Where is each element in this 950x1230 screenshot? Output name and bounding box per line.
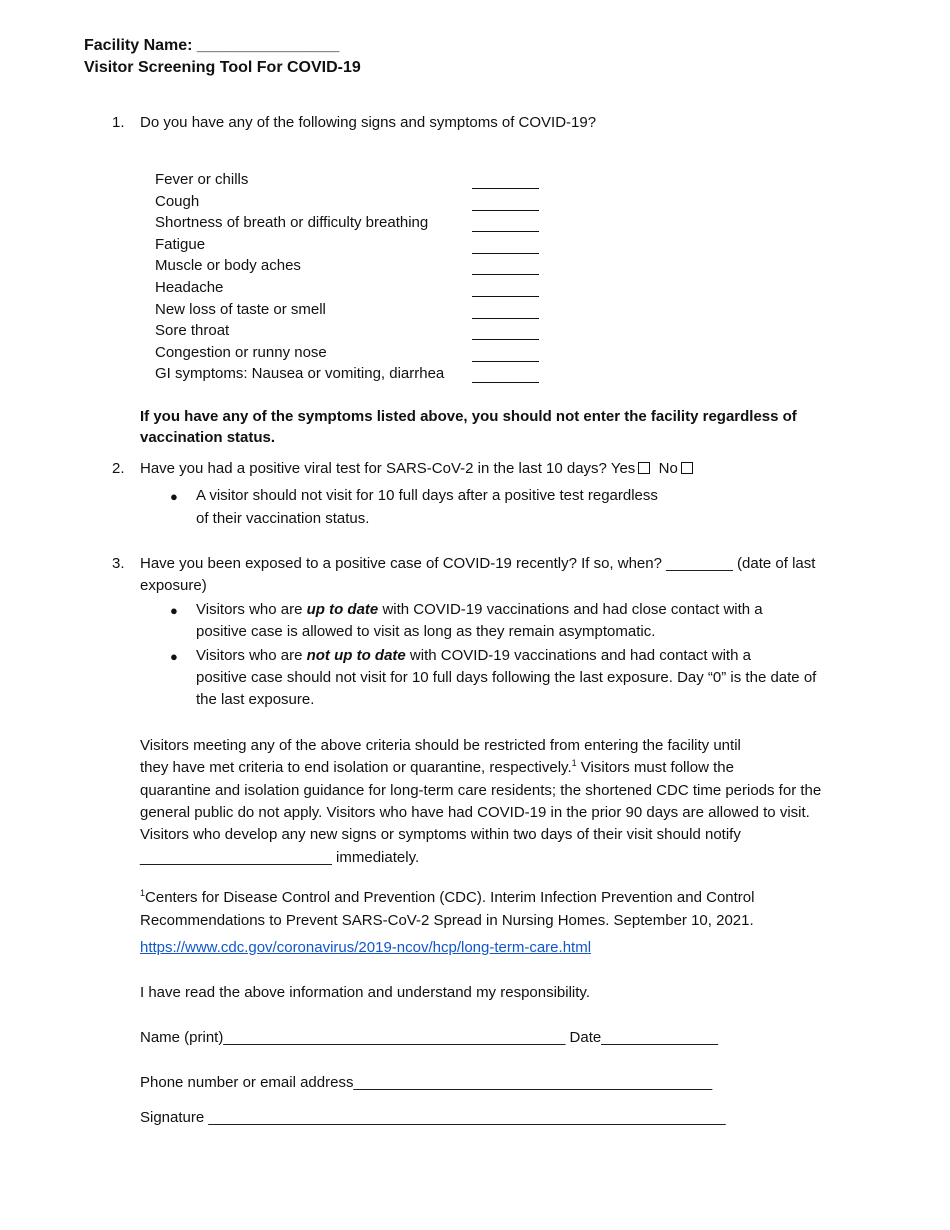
- symptom-answer-blank[interactable]: [472, 361, 539, 362]
- symptom-row: [155, 320, 555, 342]
- criteria-line-4: general public do not apply. Visitors who have had COVID-19 in the prior 90 days are allowed to visit.: [140, 804, 810, 821]
- symptom-answer-blank[interactable]: [472, 339, 539, 340]
- criteria-line-5: Visitors who develop any new signs or symptoms within two days of their visit should notify: [140, 826, 741, 843]
- criteria-line-3: quarantine and isolation guidance for long-term care residents; the shortened CDC time periods for the: [140, 782, 822, 799]
- symptom-answer-blank[interactable]: [472, 318, 539, 319]
- symptom-label: Congestion or runny nose: [155, 343, 327, 361]
- signature-field[interactable]: Signature ______________________________________________________________: [140, 1109, 726, 1126]
- symptom-answer-blank[interactable]: [472, 274, 539, 275]
- criteria-line-1: Visitors meeting any of the above criteria should be restricted from entering the facility until: [140, 737, 741, 754]
- symptom-answer-blank[interactable]: [472, 210, 539, 211]
- symptom-label: Headache: [155, 278, 224, 296]
- q3-bullet-2-line-2: positive case should not visit for 10 full days following the last exposure. Day “0” is the date of: [196, 669, 817, 686]
- cdc-guidance-link[interactable]: https://www.cdc.gov/coronavirus/2019-ncov/hcp/long-term-care.html: [140, 939, 592, 956]
- q3-bullet-1-line-2: positive case is allowed to visit as long as they remain asymptomatic.: [196, 623, 656, 640]
- phone-email-field[interactable]: Phone number or email address___________________________________________: [140, 1074, 713, 1091]
- q2-bullet-line-2: of their vaccination status.: [196, 510, 370, 527]
- symptom-row: [155, 234, 555, 256]
- question-2-number: 2.: [112, 460, 125, 477]
- symptom-row: [155, 299, 555, 321]
- symptom-label: Shortness of breath or difficulty breathing: [155, 214, 429, 232]
- footnote-line-2: Recommendations to Prevent SARS-CoV-2 Spread in Nursing Homes. September 10, 2021.: [140, 912, 754, 929]
- question-3-line-1: Have you been exposed to a positive case of COVID-19 recently? If so, when? ________ (date of last: [140, 555, 816, 572]
- q3-bullet-2-line-3: the last exposure.: [196, 691, 315, 708]
- symptom-row: [155, 255, 555, 277]
- bullet-icon: ●: [170, 649, 178, 664]
- bullet-icon: ●: [170, 603, 178, 618]
- notify-contact-field[interactable]: _______________________ immediately.: [140, 849, 420, 866]
- bullet-icon: ●: [170, 489, 178, 504]
- symptom-row: [155, 212, 555, 234]
- q3-bullet-2-line-1: Visitors who are not up to date with COVID-19 vaccinations and had contact with a: [196, 647, 751, 664]
- question-2-row: [140, 458, 693, 480]
- symptom-label: Cough: [155, 192, 200, 210]
- yes-checkbox[interactable]: [638, 462, 650, 474]
- facility-name-field[interactable]: Facility Name: ________________: [84, 37, 340, 54]
- symptom-row: [155, 342, 555, 364]
- question-1-number: 1.: [112, 114, 125, 131]
- symptom-label: Fatigue: [155, 235, 206, 253]
- acknowledgement-text: I have read the above information and understand my responsibility.: [140, 984, 590, 1001]
- symptom-label: GI symptoms: Nausea or vomiting, diarrhea: [155, 365, 445, 383]
- symptom-label: New loss of taste or smell: [155, 300, 326, 318]
- symptom-warning-line-2: vaccination status.: [140, 429, 276, 446]
- symptom-row: [155, 363, 555, 385]
- name-date-field[interactable]: Name (print)_________________________________________ Date______________: [140, 1029, 719, 1046]
- symptom-answer-blank[interactable]: [472, 231, 539, 232]
- symptom-row: [155, 169, 555, 191]
- symptom-label: Muscle or body aches: [155, 257, 301, 275]
- symptom-label: Fever or chills: [155, 171, 249, 188]
- symptom-row: [155, 191, 555, 213]
- criteria-line-2: they have met criteria to end isolation or quarantine, respectively.$^1$ Visitors must follow the: [140, 758, 734, 776]
- document-title: Visitor Screening Tool For COVID-19: [84, 59, 361, 76]
- question-3-line-2: exposure): [140, 577, 207, 594]
- no-checkbox[interactable]: [681, 462, 693, 474]
- no-label: No: [658, 460, 678, 477]
- question-3-number: 3.: [112, 555, 125, 572]
- symptom-list: [155, 169, 555, 385]
- yes-label: Yes: [610, 460, 636, 477]
- symptom-row: [155, 277, 555, 299]
- symptom-answer-blank[interactable]: [472, 188, 539, 189]
- footnote-marker: 1: [140, 888, 146, 898]
- symptom-answer-blank[interactable]: [472, 253, 539, 254]
- not-up-to-date-emphasis: not up to date: [306, 647, 406, 664]
- symptom-label: Sore throat: [155, 322, 230, 340]
- symptom-warning-line-1: If you have any of the symptoms listed above, you should not enter the facility regardless of: [140, 408, 797, 425]
- symptom-answer-blank[interactable]: [472, 382, 539, 383]
- question-2-text: Have you had a positive viral test for SARS-CoV-2 in the last 10 days?: [140, 460, 607, 477]
- footnote-line-1: $^1$Centers for Disease Control and Prevention (CDC). Interim Infection Prevention and Control: [140, 888, 755, 906]
- symptom-answer-blank[interactable]: [472, 296, 539, 297]
- q2-bullet-line-1: A visitor should not visit for 10 full days after a positive test regardless: [196, 487, 658, 504]
- q3-bullet-1-line-1: Visitors who are up to date with COVID-19 vaccinations and had close contact with a: [196, 601, 763, 618]
- footnote-ref: 1: [571, 758, 577, 768]
- up-to-date-emphasis: up to date: [306, 601, 379, 618]
- question-1-text: Do you have any of the following signs and symptoms of COVID-19?: [140, 114, 597, 131]
